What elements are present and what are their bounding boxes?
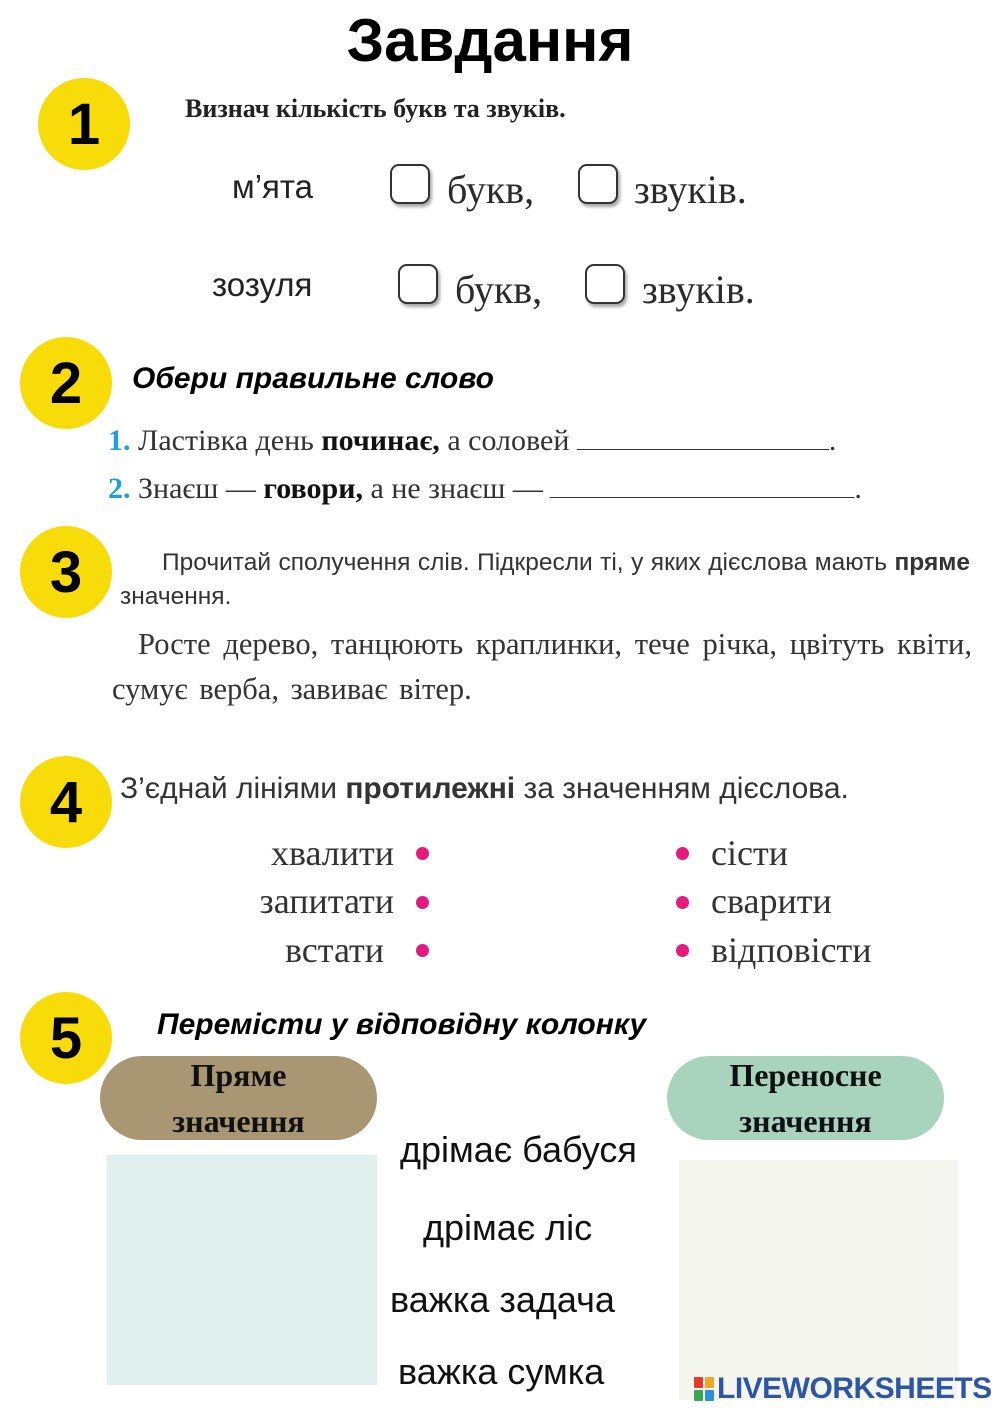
sentence-number: 2. — [108, 472, 131, 505]
direct-meaning-drop-zone[interactable] — [107, 1155, 377, 1385]
sentence-text: а соловей — [439, 424, 570, 457]
sentence-end: . — [828, 424, 837, 457]
task-5-instruction: Перемісти у відповідну колонку — [157, 1008, 647, 1041]
sentence-bold-word: говори, — [263, 472, 363, 505]
instruction-text: значення. — [120, 583, 232, 610]
header-line: значення — [739, 1103, 872, 1139]
left-verb-3: встати — [285, 930, 384, 970]
task-2-sentence-1 — [108, 424, 836, 458]
instruction-bold-word: пряме — [894, 549, 970, 576]
draggable-phrase-3[interactable]: важка задача — [390, 1279, 615, 1320]
draggable-phrase-4[interactable]: важка сумка — [398, 1351, 605, 1392]
sentence-text: а не знаєш — — [363, 472, 543, 505]
liveworksheets-logo — [694, 1372, 992, 1406]
left-verb-1: хвалити — [270, 833, 394, 873]
task-3-instruction — [120, 546, 970, 614]
sentence-end: . — [854, 472, 862, 505]
right-connector-dot-1[interactable] — [676, 847, 689, 860]
page-title: Завдання — [346, 7, 634, 74]
task-1-word-1: м’ята — [232, 168, 313, 205]
task-1-instruction: Визнач кількість букв та звуків. — [185, 94, 566, 123]
liveworksheets-logo-icon — [694, 1377, 714, 1401]
figurative-meaning-drop-zone[interactable] — [679, 1160, 958, 1400]
task-2-badge: 2 — [20, 337, 112, 429]
logo-text: LIVEWORKSHEETS — [717, 1372, 992, 1405]
task-4-instruction — [120, 772, 849, 806]
left-connector-dot-3[interactable] — [416, 944, 429, 957]
letters-count-box-1[interactable] — [390, 164, 430, 204]
right-connector-dot-2[interactable] — [676, 896, 689, 909]
task-2-sentence-2 — [108, 472, 862, 506]
left-connector-dot-1[interactable] — [416, 847, 429, 860]
right-verb-1: сісти — [711, 833, 788, 873]
task-5-badge: 5 — [20, 992, 112, 1084]
task-3-badge: 3 — [20, 526, 112, 618]
task-3-text[interactable]: Росте дерево, танцюють краплинки, тече річка, цвітуть квіти, сумує верба, завиває вітер. — [112, 627, 972, 706]
instruction-text: за значенням дієслова. — [515, 772, 849, 805]
sounds-count-box-2[interactable] — [585, 264, 625, 304]
sentence-text: Знаєш — — [138, 472, 264, 505]
sentence-bold-word: починає, — [321, 424, 440, 457]
sentence-text: Ластівка день — [138, 424, 322, 457]
instruction-bold-word: протилежні — [345, 772, 516, 805]
letters-label-1: букв, — [447, 167, 535, 212]
figurative-meaning-header — [667, 1056, 944, 1140]
direct-meaning-header — [100, 1056, 377, 1140]
header-line: значення — [172, 1103, 305, 1139]
left-verb-2: запитати — [259, 881, 394, 921]
right-connector-dot-3[interactable] — [676, 944, 689, 957]
task-1-word-2: зозуля — [212, 266, 313, 303]
answer-blank-2[interactable] — [550, 497, 854, 498]
header-line: Переносне — [729, 1057, 882, 1093]
task-2-instruction: Обери правильне слово — [132, 362, 494, 395]
letters-count-box-2[interactable] — [398, 264, 438, 304]
answer-blank-1[interactable] — [577, 449, 829, 450]
left-connector-dot-2[interactable] — [416, 896, 429, 909]
sentence-number: 1. — [108, 424, 131, 457]
sounds-label-2: звуків. — [642, 267, 755, 312]
sounds-count-box-1[interactable] — [578, 164, 618, 204]
letters-label-2: букв, — [455, 267, 543, 312]
sounds-label-1: звуків. — [634, 167, 747, 212]
draggable-phrase-2[interactable]: дрімає ліс — [423, 1207, 593, 1248]
instruction-text: З’єднай лініями — [120, 772, 346, 805]
draggable-phrase-1[interactable]: дрімає бабуся — [400, 1129, 637, 1170]
task-4-badge: 4 — [20, 756, 112, 848]
right-verb-2: сварити — [711, 881, 832, 921]
instruction-text: Прочитай сполучення слів. Підкресли ті, у яких дієслова мають — [162, 549, 895, 576]
task-1-badge: 1 — [38, 78, 130, 170]
header-line: Пряме — [190, 1057, 287, 1093]
right-verb-3: відповісти — [711, 930, 872, 970]
